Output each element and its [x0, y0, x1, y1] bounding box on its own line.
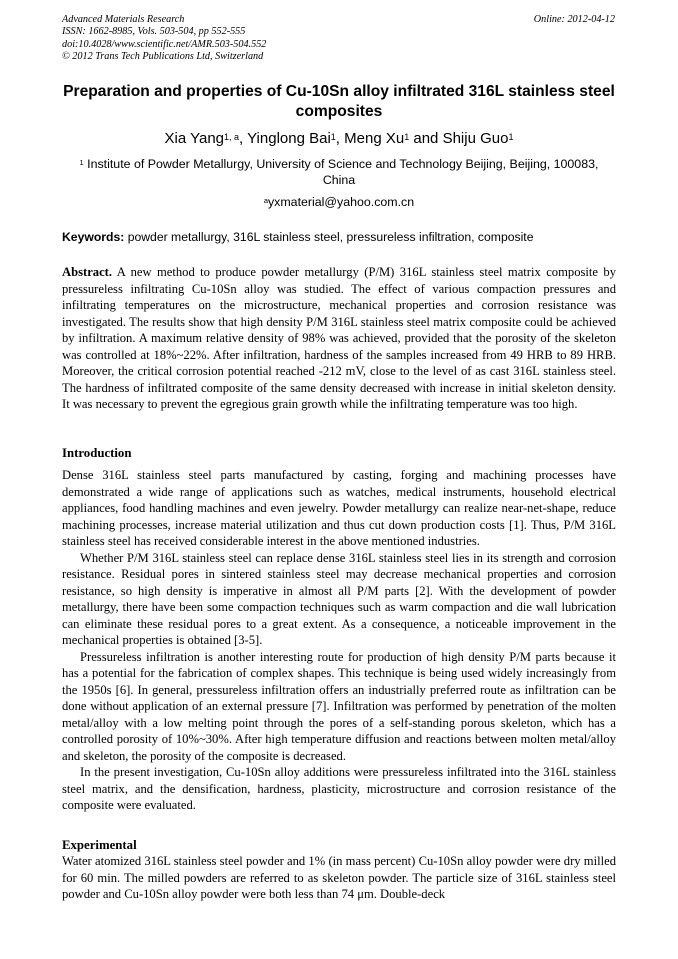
affiliation — [62, 156, 616, 188]
author-affiliation-mark: 1, a — [224, 131, 240, 142]
author-name: Xia Yang — [164, 130, 225, 147]
online-date: Online: 2012-04-12 — [533, 14, 615, 25]
keywords-text: powder metallurgy, 316L stainless steel, pressureless infiltration, composite — [127, 230, 534, 244]
author-name: Yinglong Bai — [247, 130, 331, 147]
paragraph: In the present investigation, Cu-10Sn alloy additions were pressureless infiltrated into the 316L stainless steel matrix, and the densification, hardness, plasticity, microstructure and corrosion resistance of the composite were evaluated. — [62, 765, 616, 812]
keywords — [62, 229, 616, 245]
contact-email — [62, 194, 616, 210]
journal-header — [62, 14, 422, 64]
journal-name: Advanced Materials Research — [62, 14, 185, 25]
affiliation-mark: 1 — [79, 158, 84, 168]
introduction-heading: Introduction — [62, 446, 132, 460]
affiliation-text: Institute of Powder Metallurgy, University of Science and Technology Beijing, Beijing, 100083, China — [87, 157, 599, 187]
experimental-body — [62, 853, 616, 903]
paper-title: Preparation and properties of Cu-10Sn alloy infiltrated 316L stainless steel composites — [63, 83, 615, 120]
author-affiliation-mark: 1 — [404, 131, 410, 142]
author-list — [62, 130, 616, 148]
author-separator: , — [335, 130, 345, 147]
doi-line: doi:10.4028/www.scientific.net/AMR.503-504.552 — [62, 38, 267, 50]
abstract — [62, 264, 616, 413]
keywords-label: Keywords: — [62, 230, 125, 244]
experimental-heading: Experimental — [62, 838, 137, 852]
paragraph: Water atomized 316L stainless steel powder and 1% (in mass percent) Cu-10Sn alloy powder were dry milled for 60 min. The milled powders are referred to as skeleton powder. The particle size of 316L stainless steel powder and Cu-10Sn alloy powder were both less than 74 μm. Double-deck — [62, 854, 616, 901]
email-mark: a — [263, 196, 268, 206]
author-name: Meng Xu — [344, 130, 405, 147]
author-affiliation-mark: 1 — [330, 131, 336, 142]
copyright-line: © 2012 Trans Tech Publications Ltd, Switzerland — [62, 51, 264, 63]
introduction-body — [62, 467, 616, 814]
author-name: Shiju Guo — [442, 130, 509, 147]
email-address[interactable]: yxmaterial@yahoo.com.cn — [267, 195, 415, 209]
author-separator: and — [409, 130, 443, 147]
paragraph: Whether P/M 316L stainless steel can replace dense 316L stainless steel lies in its strength and corrosion resistance. Residual pores in sintered stainless steel may decrease mechanical properties and corrosion resistance, so high density is imperative in almost all P/M parts [2]. With the development of powder metallurgy, there have been some compaction techniques such as warm compaction and die wall lubrication can eliminate these residual pores to a great extent. As a consequence, a noticeable improvement in the mechanical properties is obtained [3-5]. — [62, 550, 616, 647]
author-affiliation-mark: 1 — [508, 131, 514, 142]
author-separator: , — [239, 130, 248, 147]
paragraph: Dense 316L stainless steel parts manufactured by casting, forging and machining processes have demonstrated a wide range of applications such as watches, medical instruments, household electrical appliances, food handling machines and even jewelry. Powder metallurgy can realize near-net-shape, reduce machining processes, increase material utilization and thus cut down production costs [1]. Thus, P/M 316L stainless steel has received considerable interest in the above mentioned industries. — [62, 468, 616, 548]
abstract-text: A new method to produce powder metallurgy (P/M) 316L stainless steel matrix composite by pressureless infiltrating Cu-10Sn alloy was studied. The effect of various compaction pressures and infiltrating temperatures on the microstructure, mechanical properties and corrosion resistance was investigated. The results show that high density P/M 316L stainless steel matrix composite could be achieved by infiltration. A maximum relative density of 98% was achieved, provided that the porosity of the skeleton was controlled at 18%~22%. After infiltration, hardness of the samples increased from 49 HRB to 89 HRB. Moreover, the critical corrosion potential reached -212 mV, close to the level of as cast 316L stainless steel. The hardness of infiltrated composite of the same density decreased with increase in initial skeleton density. It was necessary to prevent the egregious grain growth while the infiltrating temperature was too high. — [62, 265, 616, 411]
abstract-label: Abstract. — [62, 265, 113, 279]
paragraph: Pressureless infiltration is another interesting route for production of high density P/M parts because it has a potential for the fabrication of complex shapes. This technique is being used widely increasingly from the 1950s [6]. In general, pressureless infiltration offers an industrially preferred route as infiltration can be done without application of an external pressure [7]. Infiltration was performed by penetration of the molten metal/alloy with a low melting point through the pores of a self-standing porous skeleton, which has a controlled porosity of 10%~30%. After high temperature diffusion and reactions between molten metal/alloy and skeleton, the porosity of the composite is decreased. — [62, 649, 616, 763]
issn-line: ISSN: 1662-8985, Vols. 503-504, pp 552-555 — [62, 26, 246, 38]
